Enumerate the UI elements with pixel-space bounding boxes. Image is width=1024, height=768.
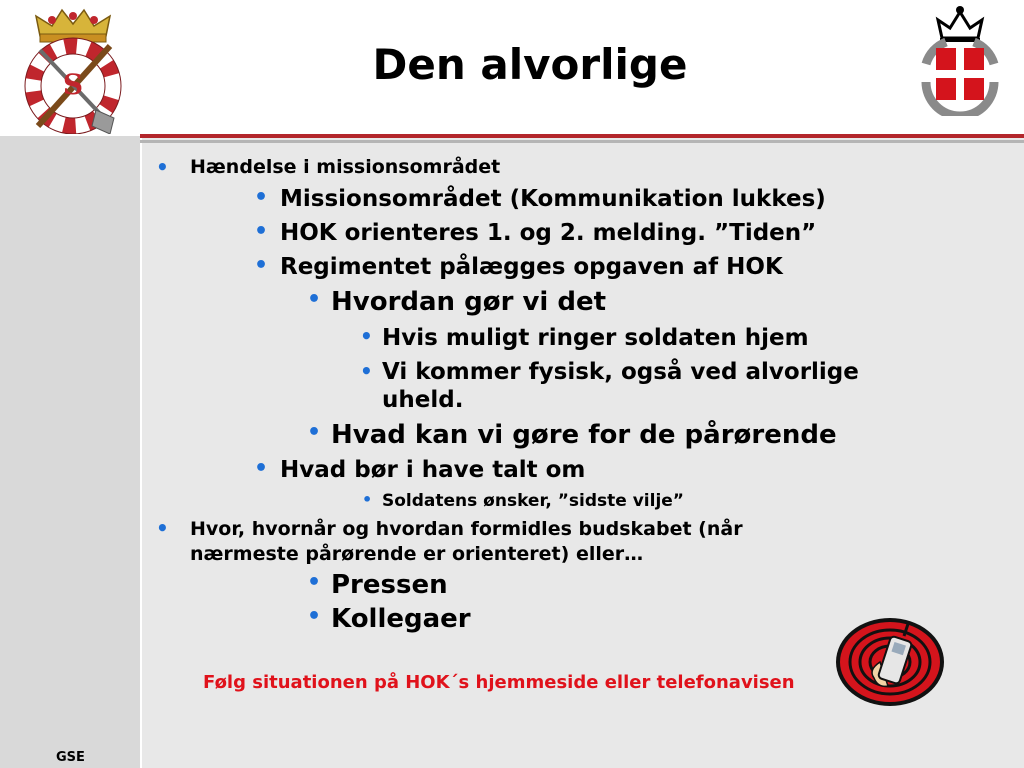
hok-notice: Følg situationen på HOK´s hjemmeside eller telefonavisen [203, 672, 795, 693]
bullet-dot-icon: • [307, 420, 322, 445]
bullet-dot-icon: • [360, 324, 373, 348]
bullet-item: • Hvad kan vi gøre for de pårørende [307, 420, 837, 450]
header-divider-grey [140, 140, 1024, 143]
bullet-item: • HOK orienteres 1. og 2. melding. ”Tiden” [254, 219, 817, 246]
bullet-item: • Hvis muligt ringer soldaten hjem [360, 324, 809, 351]
regiment-crest-icon [18, 6, 128, 134]
bullet-item: • Soldatens ønsker, ”sidste vilje” [362, 490, 684, 511]
bullet-dot-icon: • [254, 456, 269, 481]
crown-cross-emblem-icon [912, 4, 1008, 116]
slide-title: Den alvorlige [372, 40, 688, 89]
bullet-dot-icon: • [156, 516, 169, 540]
svg-text:S: S [62, 68, 84, 101]
bullet-item: • Missionsområdet (Kommunikation lukkes) [254, 185, 826, 212]
mobile-phone-icon [834, 616, 946, 708]
bullet-dot-icon: • [360, 359, 373, 383]
bullet-dot-icon: • [307, 604, 322, 629]
bullet-dot-icon: • [156, 155, 169, 179]
bullet-item: • Pressen [307, 570, 448, 600]
header-divider-red [140, 134, 1024, 138]
bullet-item: • Hvordan gør vi det [307, 287, 607, 317]
bullet-dot-icon: • [254, 219, 269, 244]
bullet-item: • Kollegaer [307, 604, 471, 634]
left-sidebar [0, 136, 142, 768]
bullet-dot-icon: • [307, 287, 322, 312]
footer-author: GSE [56, 750, 85, 765]
bullet-item: • Hvad bør i have talt om [254, 456, 586, 483]
bullet-item: • Vi kommer fysisk, også ved alvorlige uheld. [360, 359, 859, 413]
bullet-dot-icon: • [307, 570, 322, 595]
bullet-item: • Regimentet pålægges opgaven af HOK [254, 253, 783, 280]
bullet-item: • Hvor, hvornår og hvordan formidles budskabet (når nærmeste pårørende er orienteret) eller… [156, 516, 743, 565]
bullet-dot-icon: • [254, 185, 269, 210]
bullet-item: • Hændelse i missionsområdet [156, 155, 501, 179]
bullet-dot-icon: • [254, 253, 269, 278]
bullet-dot-icon: • [362, 490, 373, 509]
